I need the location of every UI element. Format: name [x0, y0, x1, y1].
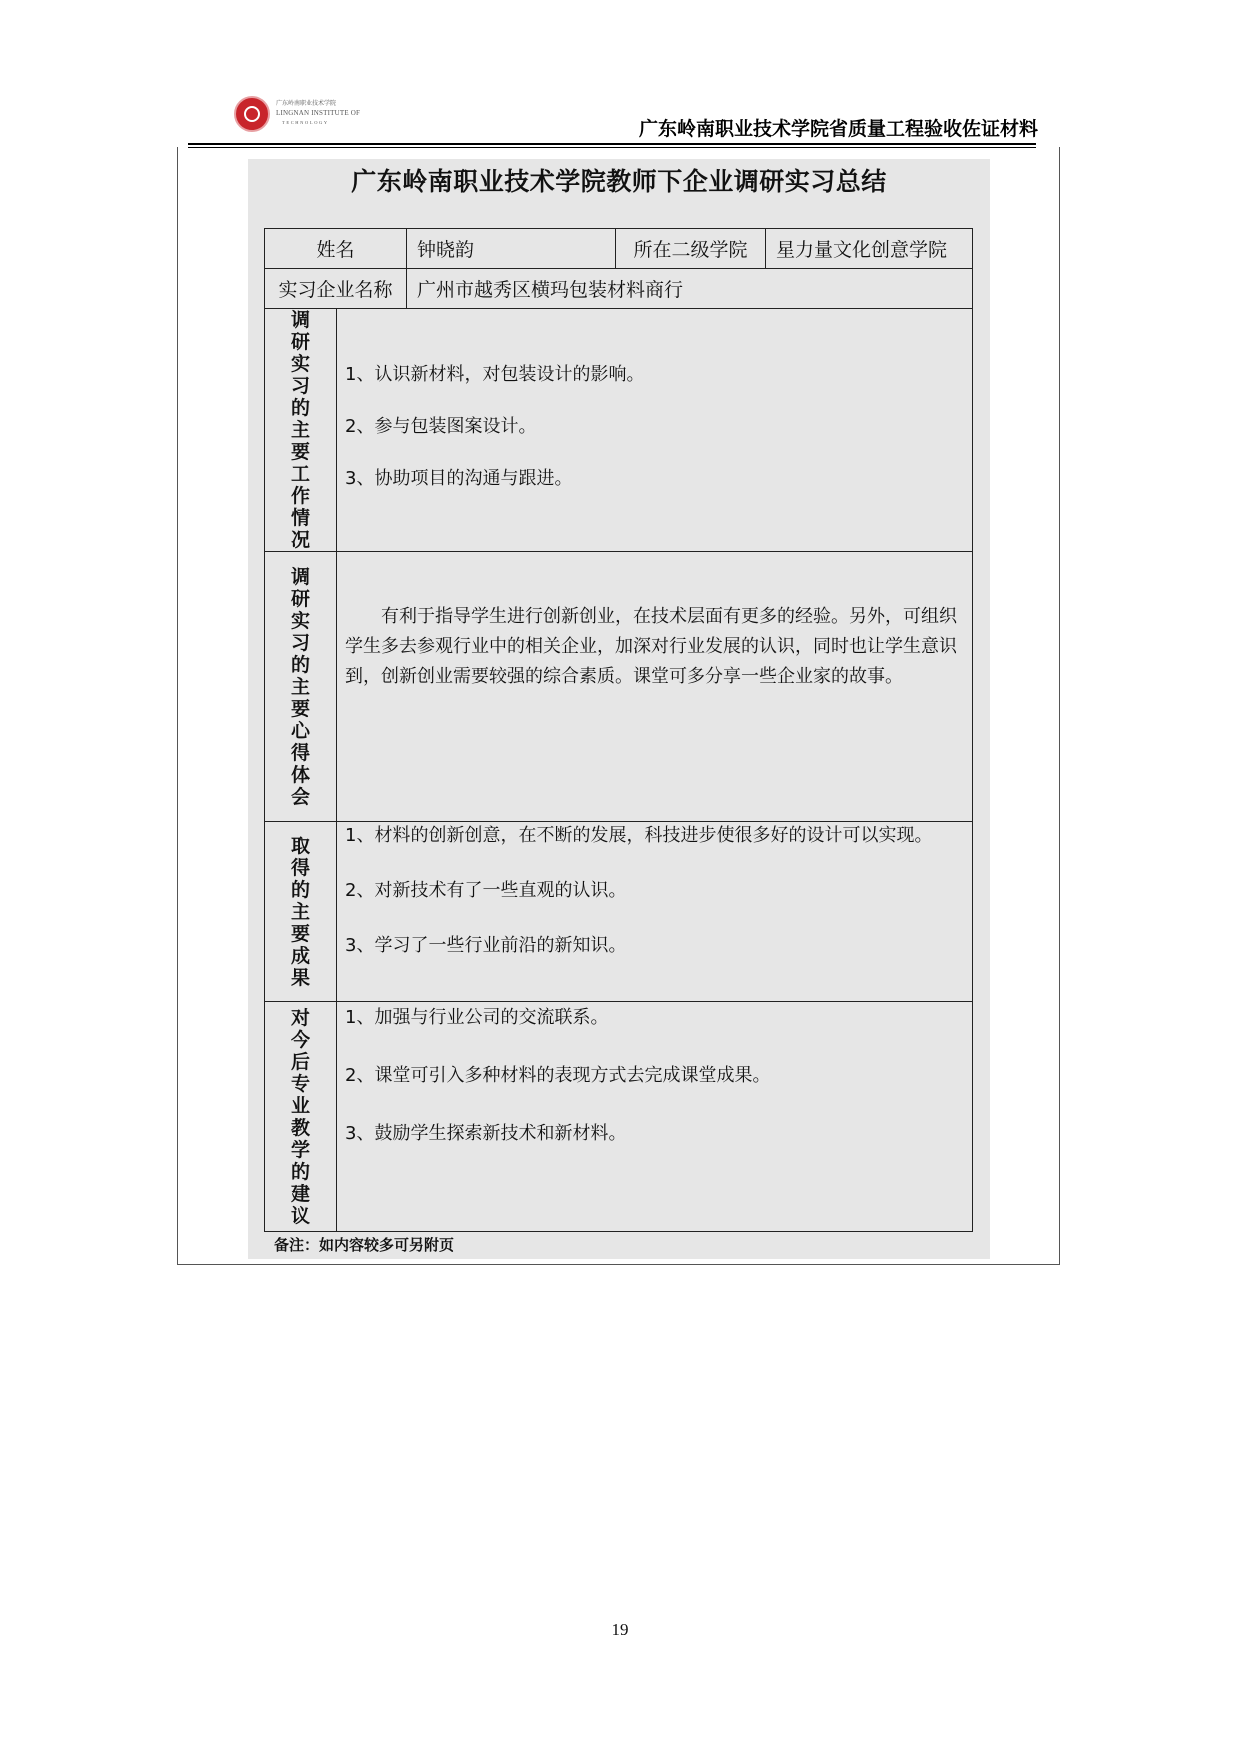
results-content — [337, 822, 973, 1002]
institute-logo — [234, 96, 372, 136]
company-value: 广州市越秀区横玛包装材料商行 — [407, 269, 973, 309]
form-row-suggestions — [265, 1002, 973, 1232]
insights-content — [337, 552, 973, 822]
logo-en-line2: TECHNOLOGY — [282, 120, 329, 125]
logo-cn-name: 广东岭南职业技术学院 — [276, 101, 337, 107]
suggestions-line-2: 2、课堂可引入多种材料的表现方式去完成课堂成果。 — [345, 1065, 771, 1086]
work-label-cell — [265, 309, 337, 552]
insights-section-label: 调研实习的主要心得体会 — [290, 565, 310, 808]
results-label-cell — [265, 822, 337, 1002]
suggestions-section-label: 对今后专业教学的建议 — [290, 1006, 310, 1227]
work-content — [337, 309, 973, 552]
work-line-3: 3、协助项目的沟通与跟进。 — [345, 468, 573, 489]
results-line-1: 1、材料的创新创意，在不断的发展，科技进步使很多好的设计可以实现。 — [345, 825, 933, 846]
document-header-title: 广东岭南职业技术学院省质量工程验收佐证材料 — [638, 118, 1038, 140]
summary-form-table — [264, 228, 973, 1232]
suggestions-content — [337, 1002, 973, 1232]
form-row-name — [265, 229, 973, 269]
suggestions-label-cell — [265, 1002, 337, 1232]
header-rule — [188, 143, 1036, 145]
college-label: 所在二级学院 — [616, 229, 766, 269]
name-value: 钟晓韵 — [407, 229, 616, 269]
form-row-insights — [265, 552, 973, 822]
insights-paragraph: 有利于指导学生进行创新创业，在技术层面有更多的经验。另外，可组织学生多去参观行业中的相关企业，加深对行业发展的认识，同时也让学生意识到，创新创业需要较强的综合素质。课堂可多分享一些企业家的故事。 — [345, 606, 957, 687]
form-remark: 备注：如内容较多可另附页 — [274, 1236, 455, 1254]
form-row-work — [265, 309, 973, 552]
work-line-1: 1、认识新材料，对包装设计的影响。 — [345, 364, 645, 385]
insights-label-cell — [265, 552, 337, 822]
work-section-label: 调研实习的主要工作情况 — [290, 309, 310, 551]
institute-seal-icon — [234, 96, 270, 132]
suggestions-line-3: 3、鼓励学生探索新技术和新材料。 — [345, 1123, 627, 1144]
suggestions-line-1: 1、加强与行业公司的交流联系。 — [345, 1007, 609, 1028]
results-line-3: 3、学习了一些行业前沿的新知识。 — [345, 935, 627, 956]
logo-en-line1: LINGNAN INSTITUTE OF — [276, 109, 361, 117]
college-value: 星力量文化创意学院 — [766, 229, 973, 269]
work-line-2: 2、参与包装图案设计。 — [345, 416, 537, 437]
page-number: 19 — [611, 1620, 629, 1639]
company-label: 实习企业名称 — [265, 269, 407, 309]
results-section-label: 取得的主要成果 — [290, 834, 310, 989]
name-label: 姓名 — [265, 229, 407, 269]
results-line-2: 2、对新技术有了一些直观的认识。 — [345, 880, 627, 901]
form-title: 广东岭南职业技术学院教师下企业调研实习总结 — [351, 167, 887, 196]
form-row-results — [265, 822, 973, 1002]
form-row-company — [265, 269, 973, 309]
